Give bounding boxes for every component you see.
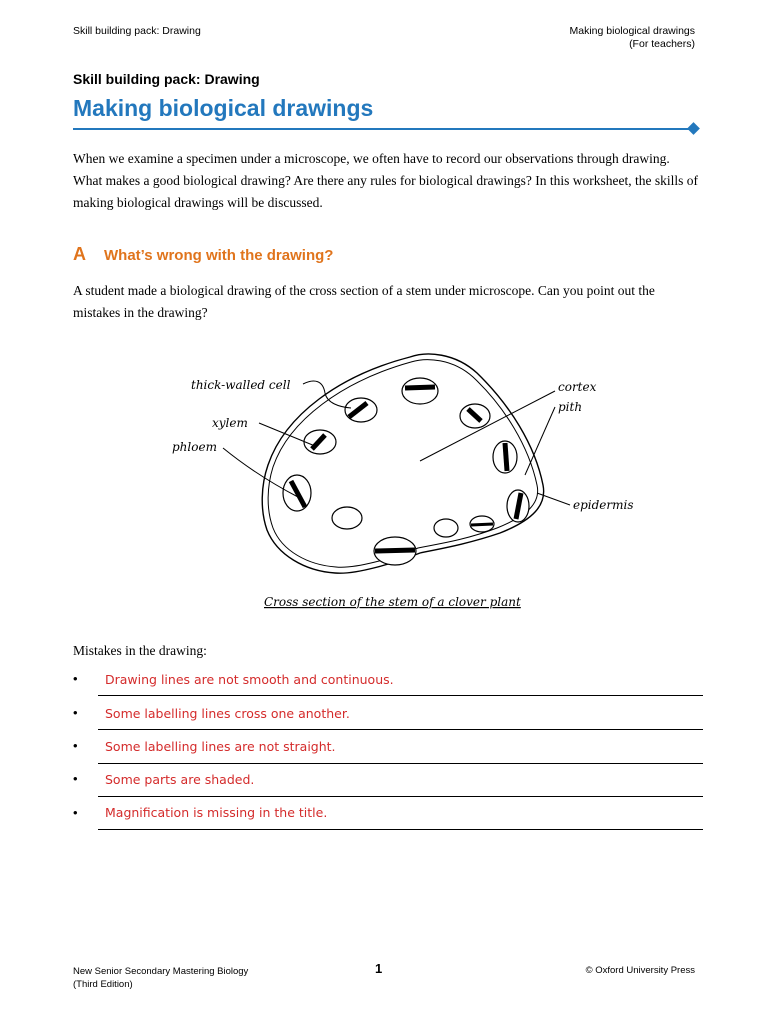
section-question: A student made a biological drawing of the cross section of a stem under microscope. Can you point out the mistakes in the drawing? [73, 283, 655, 320]
answer-line-1 [98, 695, 703, 696]
mistakes-label: Mistakes in the drawing: [73, 643, 207, 658]
answer-line-4 [98, 796, 703, 797]
stem-cross-section-drawing [165, 345, 645, 615]
label-line-xylem [259, 423, 315, 446]
answer-line-3 [98, 763, 703, 764]
mistake-answer-4: Some parts are shaded. [105, 772, 255, 787]
label-line-cortex [420, 391, 555, 461]
vascular-bundle [304, 430, 336, 454]
mistake-answer-3: Some labelling lines are not straight. [105, 739, 336, 754]
label-line-pith [525, 407, 555, 475]
running-header-right [570, 25, 695, 51]
vascular-bundle [460, 404, 490, 428]
label-thick-walled-cell: thick-walled cell [191, 378, 291, 392]
mistake-answer-2: Some labelling lines cross one another. [105, 706, 350, 721]
page-number: 1 [375, 961, 383, 976]
label-xylem: xylem [212, 416, 248, 430]
footer-book-title-line1: New Senior Secondary Mastering Biology [73, 966, 249, 977]
running-header-right-line2: (For teachers) [629, 38, 695, 50]
answer-line-5 [98, 829, 703, 830]
bullet-1: • [73, 671, 78, 686]
label-cortex: cortex [558, 380, 597, 394]
title-rule-diamond [687, 122, 700, 135]
answer-line-2 [98, 729, 703, 730]
vascular-bundle [402, 378, 438, 404]
running-header-left: Skill building pack: Drawing [73, 25, 201, 37]
bullet-5: • [73, 805, 78, 820]
title-rule [73, 128, 690, 130]
footer-book-title [73, 965, 248, 991]
intro-paragraph: When we examine a specimen under a microscope, we often have to record our observations through drawing. What makes a good biological drawing? Are there any rules for biological drawings? In this worksheet, the skills of making biological drawings will be discussed. [73, 151, 698, 210]
label-line-thick-walled-cell [303, 381, 351, 408]
footer-copyright: © Oxford University Press [585, 965, 695, 976]
vascular-bundle [493, 441, 517, 473]
mistake-answer-1: Drawing lines are not smooth and continuous. [105, 672, 394, 687]
running-header-right-line1: Making biological drawings [569, 25, 695, 37]
vascular-bundle [507, 490, 529, 522]
section-letter: A [73, 244, 86, 264]
label-epidermis: epidermis [573, 498, 634, 512]
vascular-bundle [332, 507, 362, 529]
mistake-answer-5: Magnification is missing in the title. [105, 805, 328, 820]
label-phloem: phloem [172, 440, 217, 454]
page-subtitle: Skill building pack: Drawing [73, 71, 260, 87]
vascular-bundle [345, 398, 377, 422]
bullet-4: • [73, 771, 78, 786]
bullet-3: • [73, 738, 78, 753]
vascular-bundle [283, 475, 311, 511]
vascular-bundle [434, 519, 458, 537]
drawing-caption: Cross section of the stem of a clover plant [264, 595, 521, 609]
footer-book-title-line2: (Third Edition) [73, 979, 133, 990]
page-title: Making biological drawings [73, 95, 374, 121]
section-title: What’s wrong with the drawing? [104, 247, 334, 264]
bullet-2: • [73, 705, 78, 720]
vascular-bundle [470, 516, 494, 532]
vascular-bundle [374, 537, 416, 565]
label-pith: pith [558, 400, 583, 414]
